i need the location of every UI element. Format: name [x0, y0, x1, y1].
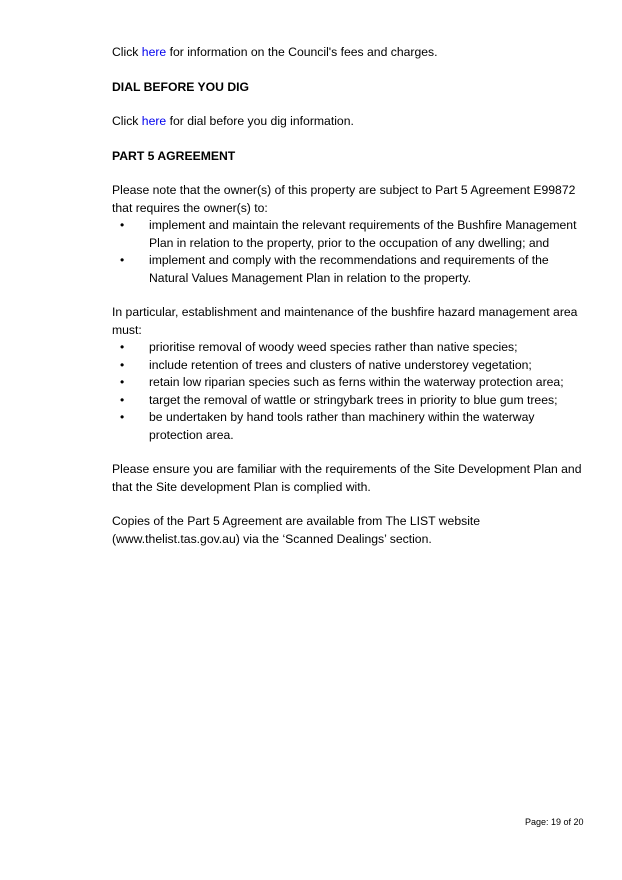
list-item: [112, 374, 582, 392]
list-item: [112, 339, 582, 357]
list-item-text: retain low riparian species such as ferns within the waterway protection area;: [149, 375, 564, 389]
list-item-text: implement and comply with the recommendations and requirements of the Natural Values Management Plan in relation to the property.: [149, 253, 549, 285]
bullet-icon: •: [120, 392, 125, 407]
list-item: [112, 357, 582, 375]
fees-prefix: Click: [112, 45, 142, 59]
particular-intro: In particular, establishment and maintenance of the bushfire hazard management area must:: [112, 305, 578, 337]
list-item-text: be undertaken by hand tools rather than machinery within the waterway protection area.: [149, 410, 535, 442]
page-number: Page: 19 of 20: [525, 817, 584, 827]
copies-paragraph: Copies of the Part 5 Agreement are available from The LIST website (www.thelist.tas.gov.au) via the ‘Scanned Dealings’ section.: [112, 514, 481, 546]
bullet-icon: •: [120, 218, 125, 232]
bushfire-actions-list: [112, 339, 582, 444]
requirements-list: [112, 217, 582, 287]
dial-before-you-dig-heading: DIAL BEFORE YOU DIG: [112, 79, 250, 94]
site-plan-paragraph: Please ensure you are familiar with the requirements of the Site Development Plan and that the Site development Plan is complied with.: [112, 462, 582, 494]
list-item: [112, 252, 582, 287]
dial-here-link[interactable]: here: [141, 114, 167, 128]
list-item: [112, 409, 582, 444]
dial-suffix: for dial before you dig information.: [166, 114, 354, 128]
bullet-icon: •: [120, 375, 125, 389]
list-item-text: target the removal of wattle or stringybark trees in priority to blue gum trees;: [149, 392, 558, 407]
list-item-text: include retention of trees and clusters of native understorey vegetation;: [149, 357, 532, 372]
bullet-icon: •: [120, 357, 125, 372]
list-item: [112, 392, 582, 410]
fees-suffix: for information on the Council's fees and charges.: [166, 45, 438, 59]
bullet-icon: •: [120, 410, 125, 424]
list-item-text: prioritise removal of woody weed species rather than native species;: [149, 340, 518, 354]
document-body: [112, 44, 582, 548]
list-item: [112, 217, 582, 252]
dial-paragraph: [112, 113, 582, 131]
part5-intro: Please note that the owner(s) of this property are subject to Part 5 Agreement E99872 that requires the owner(s) to:: [112, 183, 576, 215]
part-5-agreement-heading: PART 5 AGREEMENT: [112, 148, 236, 163]
bullet-icon: •: [120, 340, 125, 354]
bullet-icon: •: [120, 253, 125, 267]
fees-paragraph: [112, 44, 582, 62]
fees-here-link[interactable]: here: [141, 45, 167, 59]
list-item-text: implement and maintain the relevant requirements of the Bushfire Management Plan in relation to the property, prior to the occupation of any dwelling; and: [149, 218, 577, 250]
dial-prefix: Click: [112, 114, 142, 128]
